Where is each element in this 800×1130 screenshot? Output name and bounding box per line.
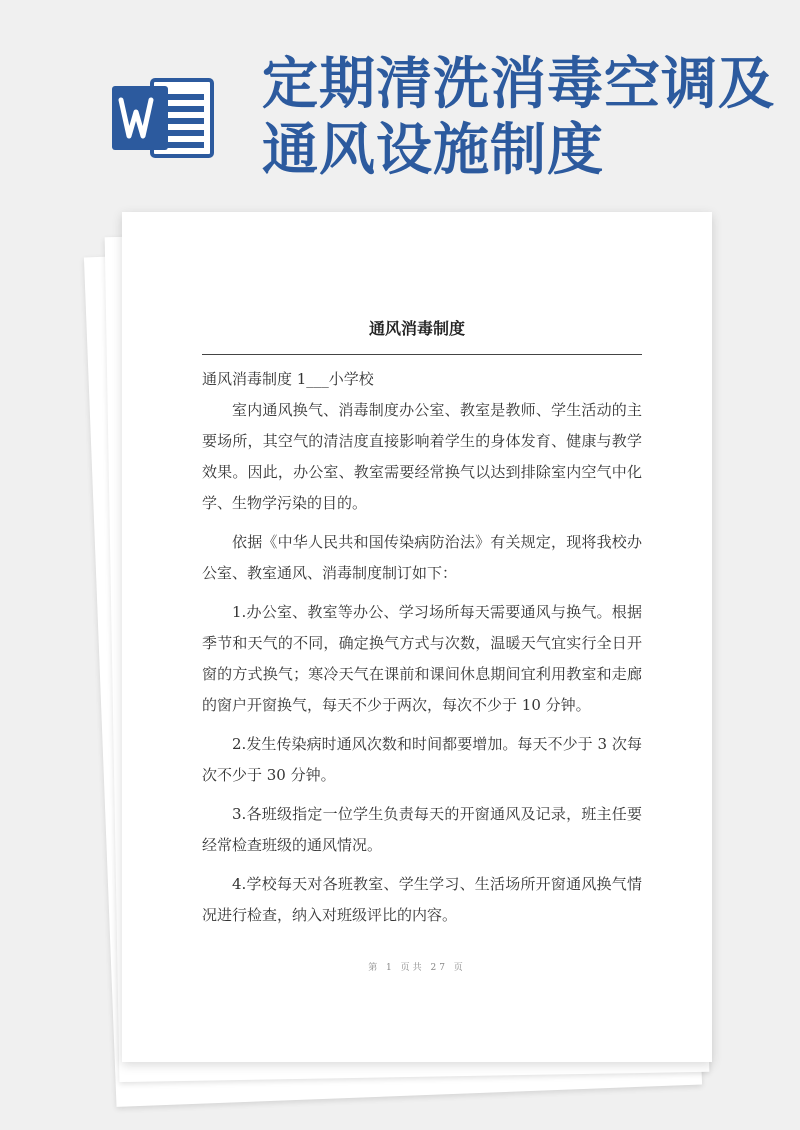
document-body	[202, 364, 642, 939]
page-number-footer: 第 1 页共 27 页	[368, 963, 466, 973]
document-title: 定期清洗消毒空调及通风设施制度	[262, 52, 775, 183]
document-subtitle: 通风消毒制度 1___小学校	[202, 370, 374, 388]
document-page	[122, 212, 712, 1062]
paragraph-rule-2: 2.发生传染病时通风次数和时间都要增加。每天不少于 3 次每次不少于 30 分钟。	[202, 735, 642, 784]
paragraph-rule-4: 4.学校每天对各班教室、学生学习、生活场所开窗通风换气情况进行检查，纳入对班级评比的内容。	[202, 875, 642, 924]
paragraph-basis: 依据《中华人民共和国传染病防治法》有关规定，现将我校办公室、教室通风、消毒制度制订如下：	[202, 533, 642, 582]
word-document-icon	[112, 72, 216, 164]
heading-divider	[202, 354, 642, 355]
page-heading: 通风消毒制度	[368, 319, 465, 338]
paragraph-intro: 室内通风换气、消毒制度办公室、教室是教师、学生活动的主要场所，其空气的清洁度直接影响着学生的身体发育、健康与教学效果。因此，办公室、教室需要经常换气以达到排除室内空气中化学、生物学污染的目的。	[202, 401, 642, 512]
paragraph-rule-3: 3.各班级指定一位学生负责每天的开窗通风及记录，班主任要经常检查班级的通风情况。	[202, 805, 642, 854]
paragraph-rule-1: 1.办公室、教室等办公、学习场所每天需要通风与换气。根据季节和天气的不同，确定换气方式与次数，温暖天气宜实行全日开窗的方式换气；寒冷天气在课前和课间休息期间宜利用教室和走廊的窗户开窗换气，每天不少于两次，每次不少于 10 分钟。	[202, 603, 642, 714]
